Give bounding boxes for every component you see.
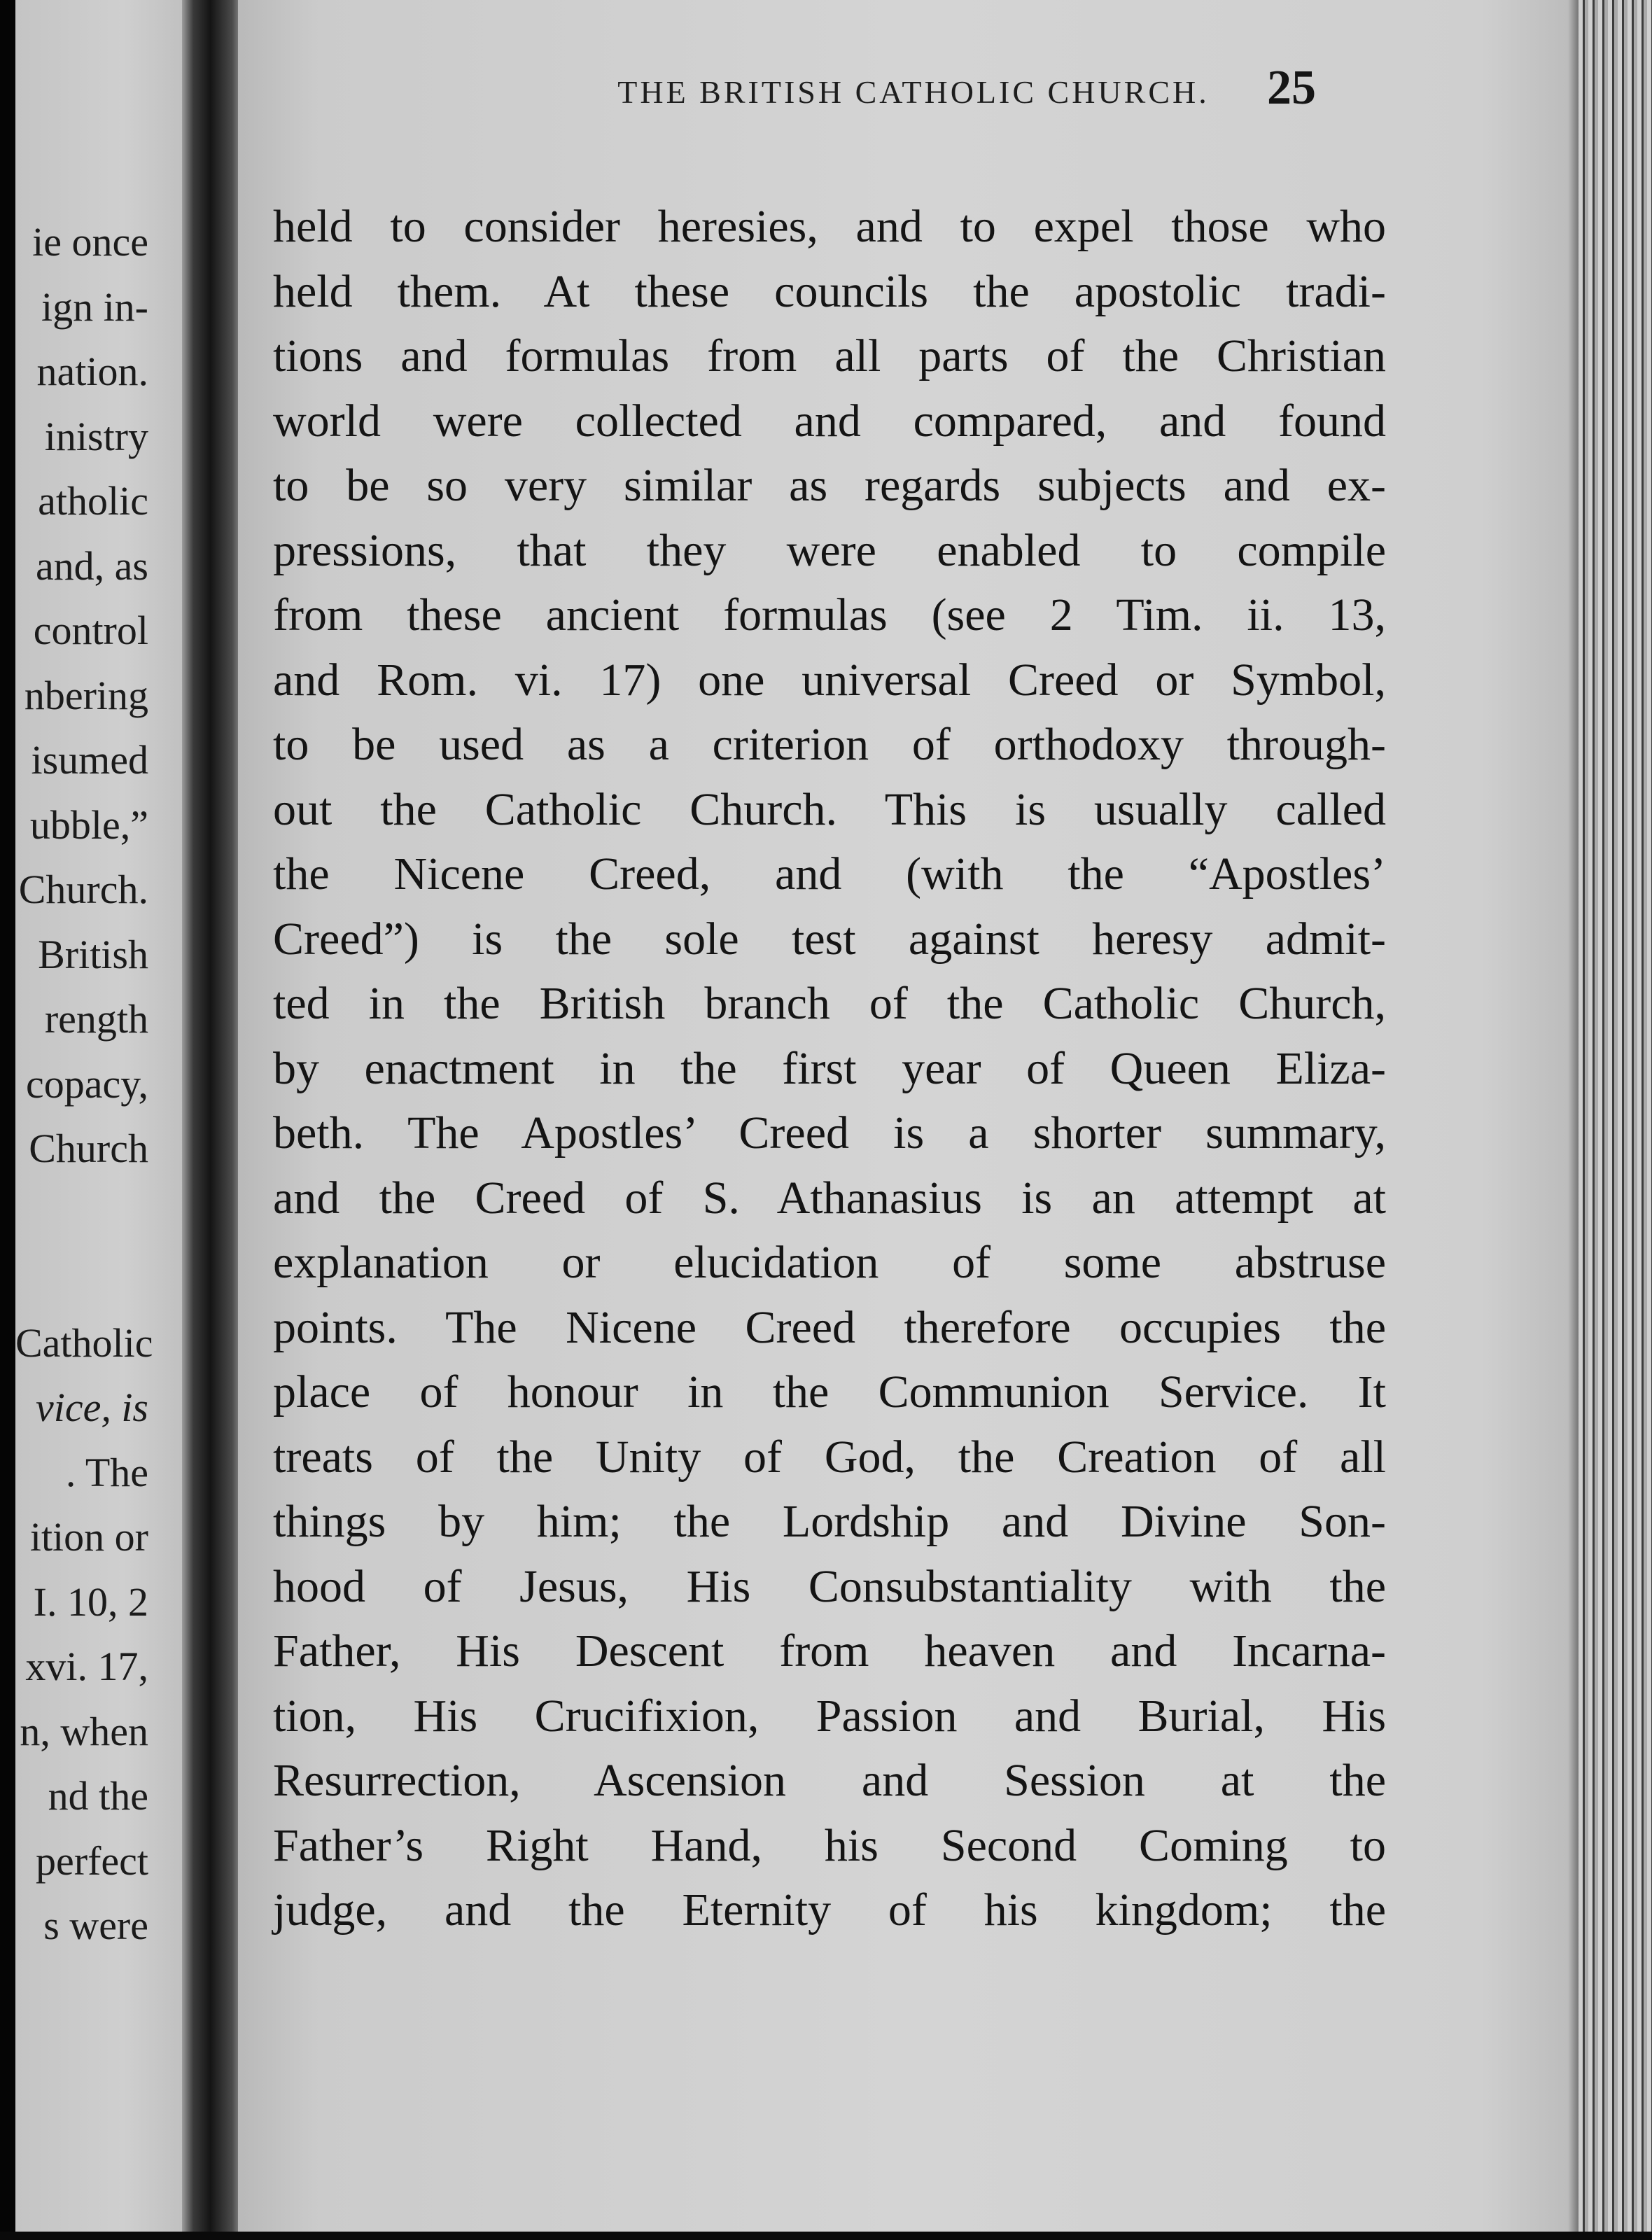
page-edges-stack <box>1578 0 1652 2240</box>
facing-line: s were <box>43 1903 148 1948</box>
facing-line: rength <box>44 996 148 1042</box>
text-line: place of honour in the Communion Service. It <box>273 1366 1386 1418</box>
facing-line: ign in- <box>41 284 148 330</box>
text-line: to be used as a criterion of orthodoxy through- <box>273 719 1386 770</box>
facing-line: vice, is <box>35 1385 148 1430</box>
book-gutter <box>182 0 245 2240</box>
facing-line: nation. <box>36 349 148 394</box>
text-line: explanation or elucidation of some abstruse <box>273 1237 1386 1288</box>
body-text <box>273 195 1386 1943</box>
facing-line: atholic <box>38 478 148 524</box>
text-line: held them. At these councils the apostolic tradi- <box>273 265 1386 317</box>
text-line: held to consider heresies, and to expel those who <box>273 201 1386 252</box>
facing-line: nd the <box>48 1773 148 1819</box>
text-line: and the Creed of S. Athanasius is an attempt at <box>273 1172 1386 1224</box>
facing-line: copacy, <box>26 1060 148 1107</box>
running-head: THE BRITISH CATHOLIC CHURCH. <box>617 74 1210 110</box>
facing-line: Church. <box>18 867 148 912</box>
facing-line: ie once <box>32 219 148 265</box>
text-line: points. The Nicene Creed therefore occupies the <box>273 1301 1386 1353</box>
facing-line: ubble,” <box>29 802 148 848</box>
facing-line: perfect <box>36 1837 148 1884</box>
facing-line: nbering <box>24 672 148 718</box>
text-line: ted in the British branch of the Catholic Church, <box>273 978 1386 1029</box>
text-line: hood of Jesus, His Consubstantiality with the <box>273 1560 1386 1612</box>
page-number: 25 <box>1267 61 1316 115</box>
facing-paragraph-gap <box>15 1182 148 1311</box>
facing-line: Catholic <box>15 1320 153 1366</box>
facing-line: British <box>38 931 148 977</box>
text-line: treats of the Unity of God, the Creation of all <box>273 1431 1386 1483</box>
text-line: by enactment in the first year of Queen Eliza- <box>273 1042 1386 1094</box>
text-line: tion, His Crucifixion, Passion and Burial, His <box>273 1690 1386 1742</box>
facing-line: control <box>33 608 148 653</box>
text-line: the Nicene Creed, and (with the “Apostles’ <box>273 848 1386 899</box>
facing-line: Church <box>29 1126 148 1171</box>
scan-left-border <box>0 0 15 2240</box>
facing-line: n, when <box>20 1708 148 1754</box>
facing-line: and, as <box>35 542 148 589</box>
text-line: and Rom. vi. 17) one universal Creed or Symbol, <box>273 654 1386 706</box>
facing-line: ition or <box>29 1514 148 1560</box>
facing-page-text <box>15 210 153 1959</box>
text-line: out the Catholic Church. This is usually called <box>273 783 1386 835</box>
text-line: Father, His Descent from heaven and Incarna- <box>273 1625 1386 1676</box>
text-line: from these ancient formulas (see 2 Tim. ii. 13, <box>273 589 1386 640</box>
facing-line: . The <box>65 1449 148 1495</box>
text-line: pressions, that they were enabled to compile <box>273 524 1386 576</box>
text-line: world were collected and compared, and found <box>273 395 1386 447</box>
facing-line: inistry <box>44 413 148 459</box>
facing-page <box>15 0 196 2240</box>
text-line: things by him; the Lordship and Divine Son- <box>273 1496 1386 1547</box>
text-line: to be so very similar as regards subjects and ex- <box>273 460 1386 511</box>
text-line: judge, and the Eternity of his kingdom; the <box>273 1884 1386 1935</box>
text-line: beth. The Apostles’ Creed is a shorter summary, <box>273 1107 1386 1158</box>
facing-line: isumed <box>31 737 148 783</box>
scan-bottom-border <box>0 2232 1652 2240</box>
facing-line: xvi. 17, <box>25 1644 148 1689</box>
facing-line: I. 10, 2 <box>33 1578 148 1625</box>
text-line: Creed”) is the sole test against heresy admit- <box>273 913 1386 965</box>
text-line: Resurrection, Ascension and Session at the <box>273 1755 1386 1806</box>
text-line: Father’s Right Hand, his Second Coming to <box>273 1819 1386 1871</box>
main-page <box>238 0 1589 2240</box>
text-line: tions and formulas from all parts of the Christian <box>273 330 1386 382</box>
